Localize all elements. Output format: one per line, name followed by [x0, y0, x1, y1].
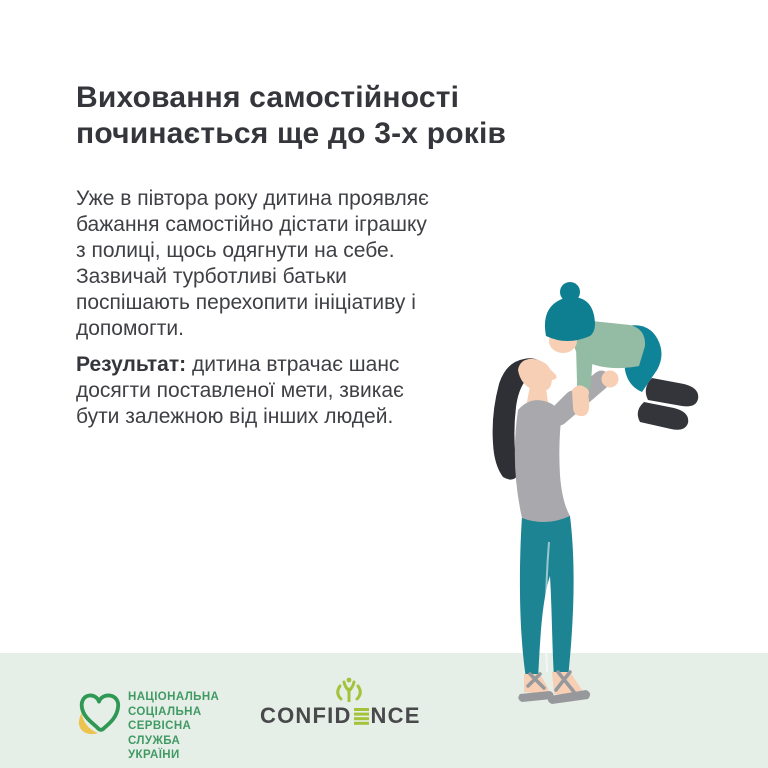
- intro-line: Зазвичай турботливі батьки: [76, 265, 347, 288]
- mother-back-hand: [602, 371, 619, 388]
- result-line-1-rest: дитина втрачає шанс: [186, 353, 400, 376]
- confidence-wordmark: [260, 703, 421, 729]
- baby-boot-top: [646, 378, 698, 406]
- confidence-e-icon: [354, 708, 369, 725]
- intro-line: поспішають перехопити ініціативу і: [76, 291, 416, 314]
- nsss-text-line: СОЦІАЛЬНА СЕРВІСНА: [128, 705, 202, 732]
- result-line-3: бути залежною від інших людей.: [76, 405, 394, 428]
- page-title-line-2: починається ще до 3-х років: [76, 117, 507, 150]
- confidence-tree-icon: [332, 676, 366, 702]
- nsss-text-line: СЛУЖБА УКРАЇНИ: [128, 734, 181, 761]
- nsss-logo-text: [128, 690, 219, 763]
- page-title-line-1: Виховання самостійності: [76, 81, 460, 114]
- intro-paragraph: [76, 186, 429, 342]
- mother-lifting-baby-illustration: [460, 280, 720, 740]
- baby-arm-shape: [576, 346, 593, 391]
- mother-face-shape: [518, 359, 557, 391]
- nsss-heart-icon: [76, 687, 122, 739]
- result-line-1: [76, 352, 404, 378]
- intro-line: бажання самостійно дістати іграшку: [76, 213, 427, 236]
- confidence-logo: [260, 676, 421, 729]
- confidence-suffix: NCE: [370, 703, 421, 728]
- page-title: [76, 80, 506, 152]
- result-label: Результат:: [76, 353, 187, 376]
- confidence-prefix: CONFID: [260, 703, 352, 728]
- result-paragraph: [76, 352, 404, 430]
- baby-boot-bottom: [638, 402, 688, 430]
- intro-line: Уже в півтора року дитина проявляє: [76, 187, 429, 210]
- nsss-text-line: НАЦІОНАЛЬНА: [128, 691, 220, 703]
- result-line-2: досягти поставленої мети, звикає: [76, 379, 404, 402]
- intro-line: з полиці, щось одягнути на себе.: [76, 239, 395, 262]
- intro-line: допомогти.: [76, 317, 184, 340]
- baby-hat-pompom: [560, 282, 580, 302]
- mother-front-hand: [572, 385, 589, 416]
- baby-hat-shape: [545, 297, 595, 341]
